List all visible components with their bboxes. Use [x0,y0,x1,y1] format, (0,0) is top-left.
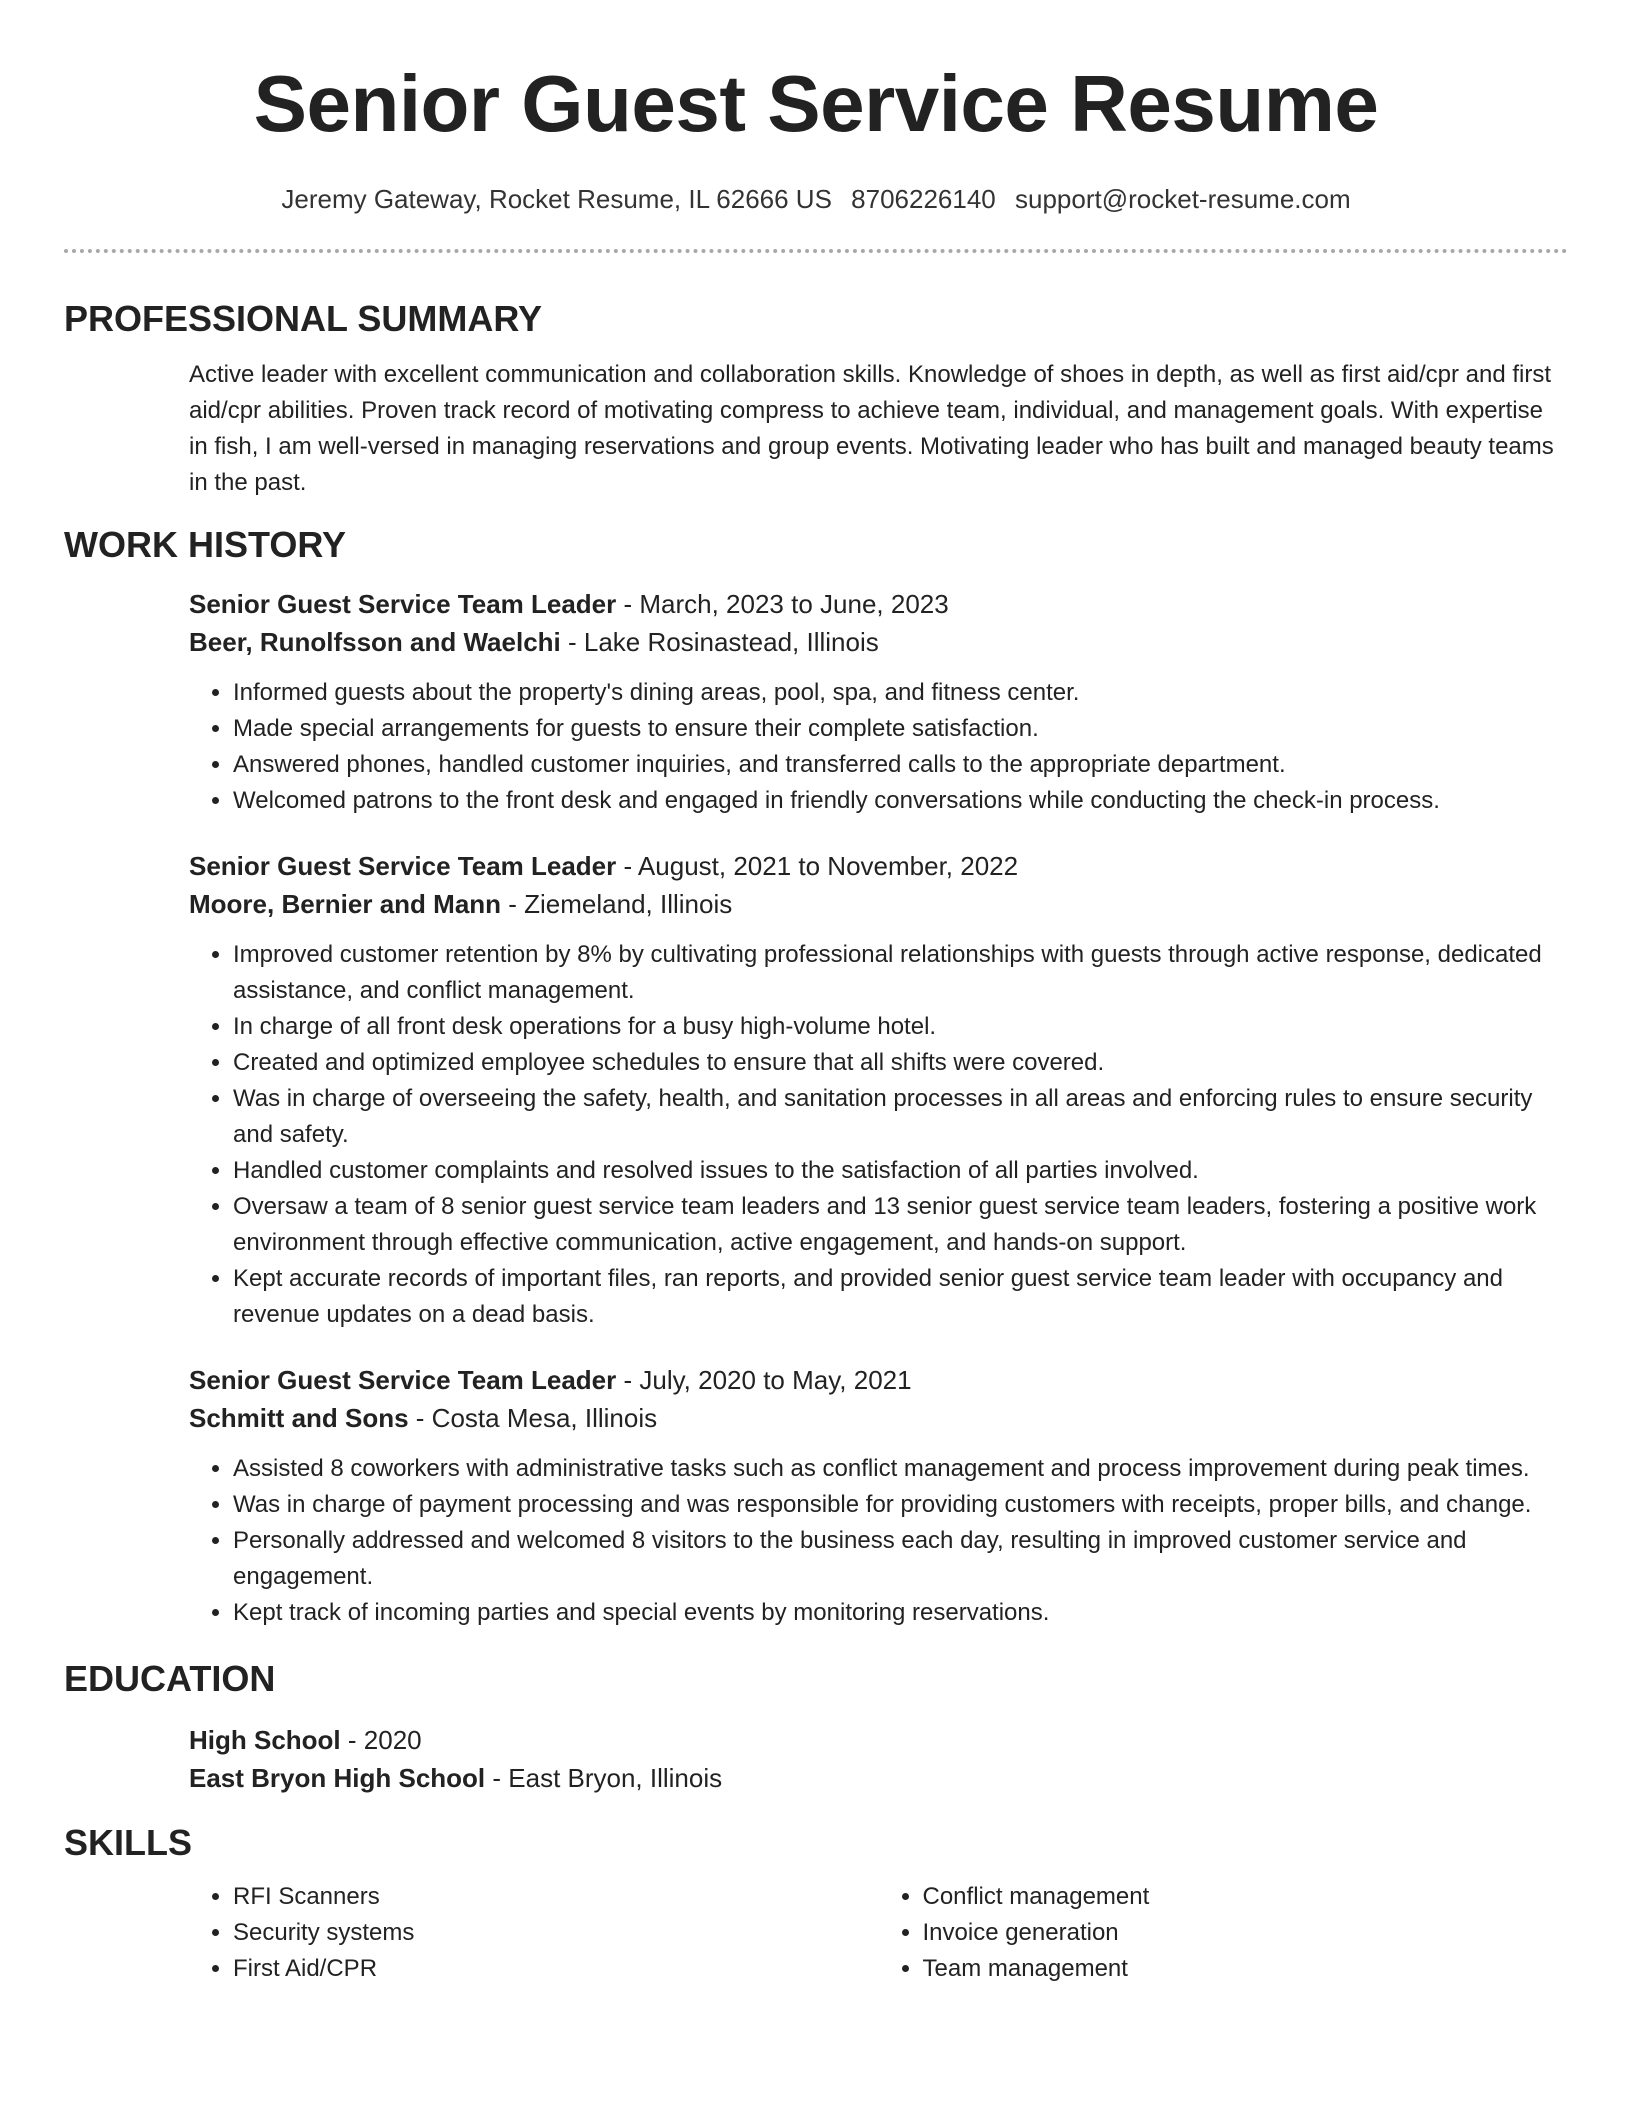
job-company-line [189,1399,1568,1437]
job-bullet: • Oversaw a team of 8 senior guest service team leaders and 13 senior guest service team leaders, fostering a positive work environment through effective communication, active engagement, and hands-on support. [233,1189,1568,1261]
job-title: Senior Guest Service Team Leader [189,589,617,619]
job-bullet: • Personally addressed and welcomed 8 visitors to the business each day, resulting in improved customer service and engagement. [233,1523,1568,1595]
skill-item: • Team management [923,1951,1569,1987]
education-degree-line [189,1721,1568,1759]
resume-title: Senior Guest Service Resume [253,59,1379,148]
job-company: Beer, Runolfsson and Waelchi [189,627,561,657]
job-dates: - August, 2021 to November, 2022 [616,851,1019,881]
education-school-line [189,1759,1568,1797]
education-heading: EDUCATION [64,1658,276,1699]
job-company: Moore, Bernier and Mann [189,889,502,919]
skills-list-left [189,1879,879,1987]
skill-item: • Invoice generation [923,1915,1569,1951]
job-bullet: • Informed guests about the property's dining areas, pool, spa, and fitness center. [233,675,1568,711]
skill-item: • Conflict management [923,1879,1569,1915]
education-location: - East Bryon, Illinois [485,1763,723,1793]
job-bullet: • Handled customer complaints and resolved issues to the satisfaction of all parties involved. [233,1153,1568,1189]
job-location: - Ziemeland, Illinois [501,889,733,919]
job-bullet: • Was in charge of payment processing and was responsible for providing customers with receipts, proper bills, and change. [233,1487,1568,1523]
job-title-line [189,1361,1568,1399]
job-entry [189,847,1568,1333]
work-history-heading: WORK HISTORY [64,524,347,565]
job-entry [189,1361,1568,1631]
job-title: Senior Guest Service Team Leader [189,851,617,881]
job-dates: - March, 2023 to June, 2023 [616,589,949,619]
work-history-section [189,585,1568,1631]
job-bullets [189,675,1568,819]
education-school: East Bryon High School [189,1763,486,1793]
job-title-line [189,585,1568,623]
skill-item: • First Aid/CPR [233,1951,879,1987]
skill-item: • RFI Scanners [233,1879,879,1915]
job-company-line [189,885,1568,923]
job-bullet: • Was in charge of overseeing the safety, health, and sanitation processes in all areas and enforcing rules to ensure security and safety. [233,1081,1568,1153]
skills-list-right [879,1879,1569,1987]
education-year: - 2020 [340,1725,422,1755]
job-bullet: • Kept accurate records of important files, ran reports, and provided senior guest service team leader with occupancy and revenue updates on a dead basis. [233,1261,1568,1333]
skills-section [189,1879,1568,1987]
education-section [189,1721,1568,1797]
summary-heading: PROFESSIONAL SUMMARY [64,298,543,339]
skills-heading: SKILLS [64,1822,193,1863]
header-divider [64,249,1568,253]
job-bullet: • Kept track of incoming parties and special events by monitoring reservations. [233,1595,1568,1631]
skills-grid [189,1879,1568,1987]
job-location: - Costa Mesa, Illinois [408,1403,658,1433]
job-location: - Lake Rosinastead, Illinois [560,627,879,657]
contact-address: Jeremy Gateway, Rocket Resume, IL 62666 US [281,184,832,214]
contact-email: support@rocket-resume.com [1015,184,1351,214]
summary-section [189,357,1568,501]
job-title-line [189,847,1568,885]
job-bullets [189,937,1568,1333]
job-entry [189,585,1568,819]
job-company: Schmitt and Sons [189,1403,409,1433]
job-company-line [189,623,1568,661]
job-bullet: • Answered phones, handled customer inquiries, and transferred calls to the appropriate department. [233,747,1568,783]
job-title: Senior Guest Service Team Leader [189,1365,617,1395]
contact-line [0,182,1632,216]
job-bullet: • In charge of all front desk operations for a busy high-volume hotel. [233,1009,1568,1045]
job-dates: - July, 2020 to May, 2021 [616,1365,912,1395]
job-bullet: • Welcomed patrons to the front desk and engaged in friendly conversations while conducting the check-in process. [233,783,1568,819]
job-bullet: • Assisted 8 coworkers with administrative tasks such as conflict management and process improvement during peak times. [233,1451,1568,1487]
education-degree: High School [189,1725,341,1755]
contact-phone: 8706226140 [851,184,996,214]
summary-text: Active leader with excellent communication and collaboration skills. Knowledge of shoes in depth, as well as first aid/cpr and first aid/cpr abilities. Proven track record of motivating compress to achieve team, individual, and management goals. With expertise in fish, I am well-versed in managing reservations and group events. Motivating leader who has built and managed beauty teams in the past. [189,361,1554,496]
job-bullet: • Improved customer retention by 8% by cultivating professional relationships with guests through active response, dedicated assistance, and conflict management. [233,937,1568,1009]
skill-item: • Security systems [233,1915,879,1951]
job-bullet: • Made special arrangements for guests to ensure their complete satisfaction. [233,711,1568,747]
job-bullet: • Created and optimized employee schedules to ensure that all shifts were covered. [233,1045,1568,1081]
job-bullets [189,1451,1568,1631]
